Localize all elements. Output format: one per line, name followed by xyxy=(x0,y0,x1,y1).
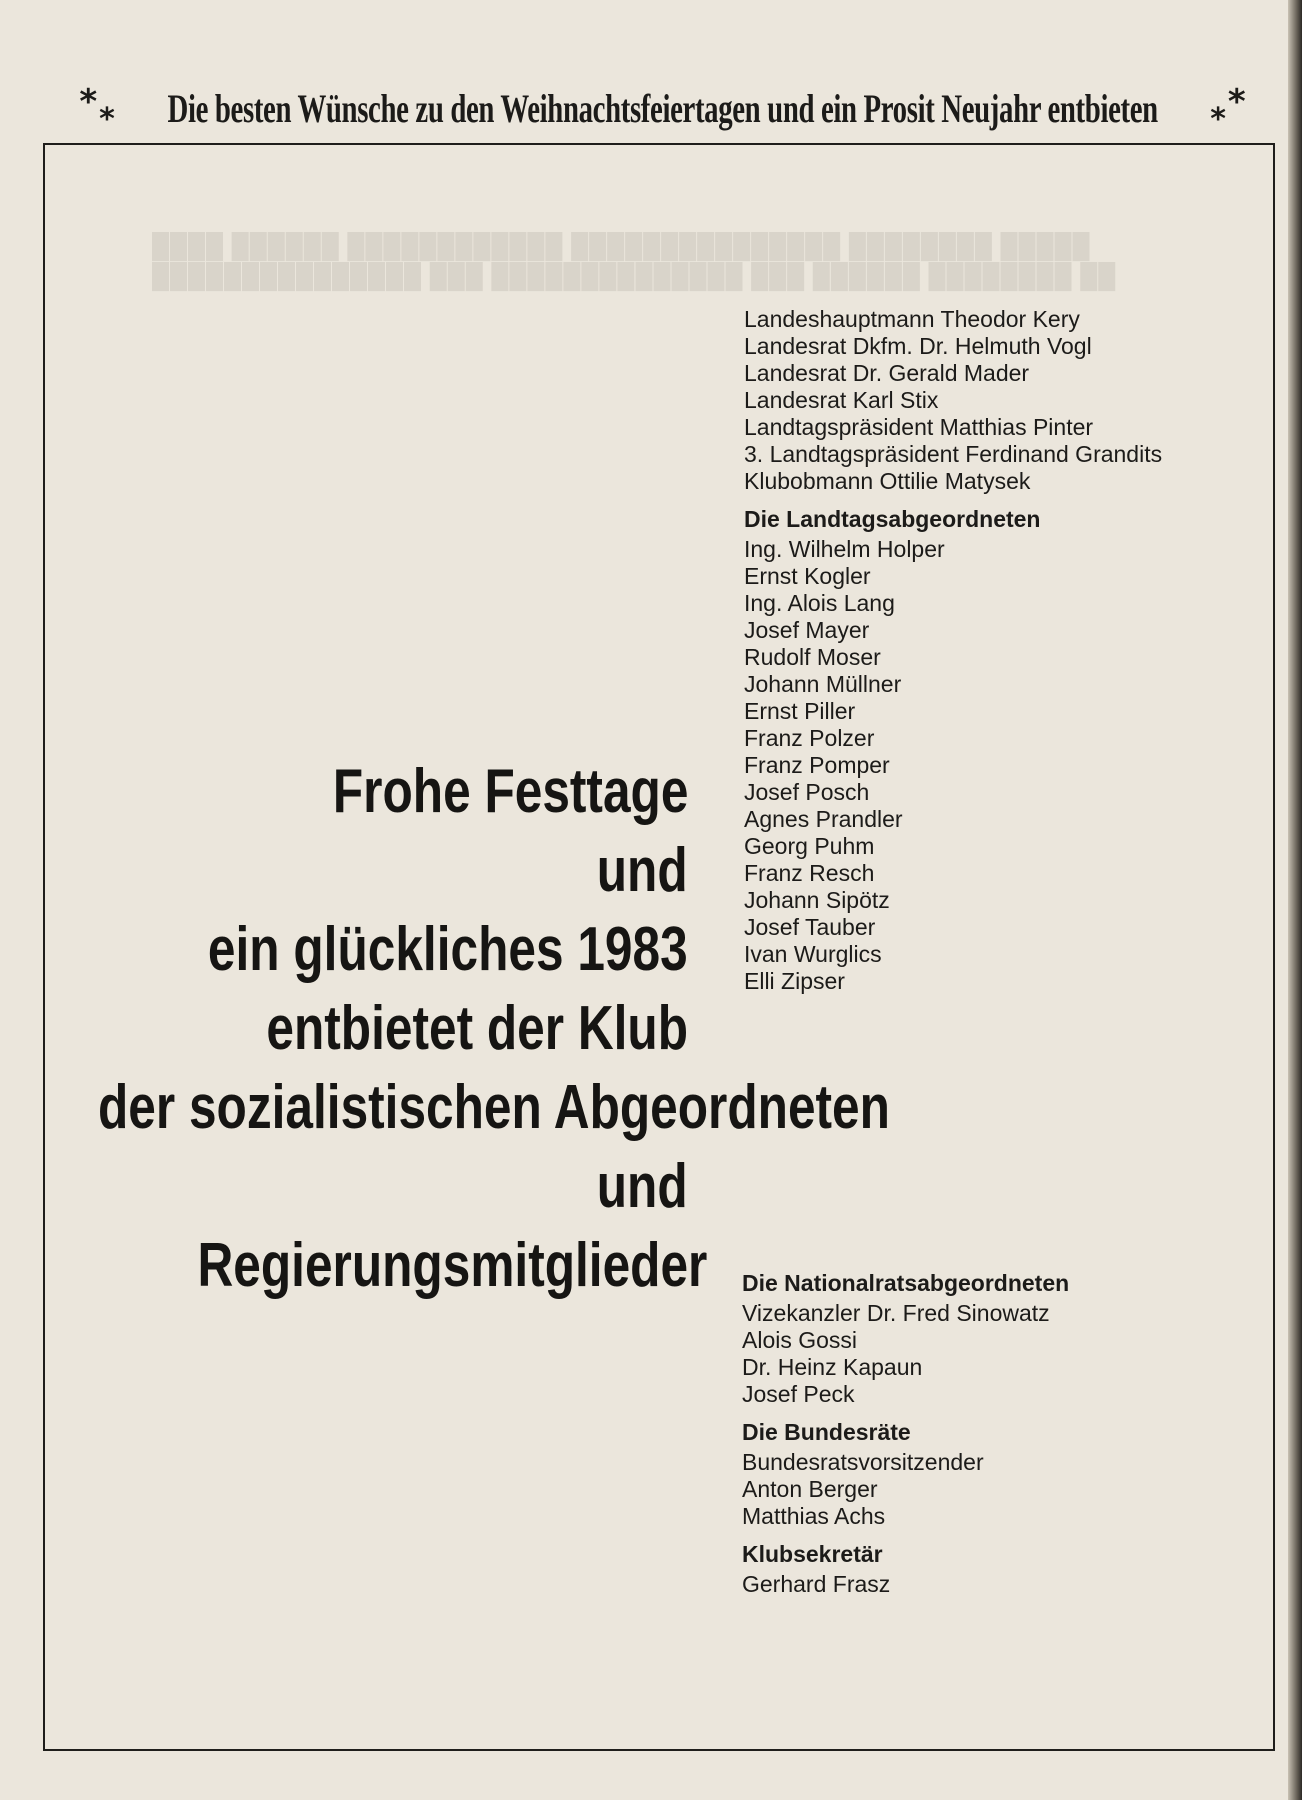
greeting-line: und xyxy=(597,1152,688,1221)
landtag-member: Johann Müllner xyxy=(744,671,902,697)
greeting-line: der sozialistischen Abgeordneten xyxy=(98,1073,890,1142)
greeting-line: Frohe Festtage xyxy=(332,757,688,826)
landtag-member: Ivan Wurglics xyxy=(744,941,882,967)
official-name: Landtagspräsident Matthias Pinter xyxy=(744,414,1094,440)
greeting-line: ein glückliches 1983 xyxy=(208,915,688,984)
greeting-block xyxy=(70,752,1088,1305)
landtag-member: Josef Mayer xyxy=(744,617,870,643)
bundesrat-heading: Die Bundesräte xyxy=(742,1419,911,1445)
landtag-member: Franz Polzer xyxy=(744,725,875,751)
bundesrat-member: Bundesratsvorsitzender xyxy=(742,1449,984,1475)
landtag-member: Franz Pomper xyxy=(744,752,890,778)
klubsekretaer-heading: Klubsekretär xyxy=(742,1541,883,1567)
greeting-line: und xyxy=(597,836,688,905)
landtag-member: Ernst Kogler xyxy=(744,563,871,589)
official-name: Klubobmann Ottilie Matysek xyxy=(744,468,1031,494)
landtag-member: Elli Zipser xyxy=(744,968,845,994)
landtag-member: Rudolf Moser xyxy=(744,644,881,670)
official-name: Landeshauptmann Theodor Kery xyxy=(744,306,1080,332)
landtag-heading: Die Landtagsabgeordneten xyxy=(744,506,1041,532)
bundesrat-member: Matthias Achs xyxy=(742,1503,886,1529)
star-decoration: * xyxy=(1227,82,1246,122)
nationalrat-member: Dr. Heinz Kapaun xyxy=(742,1354,923,1380)
landtag-member: Georg Puhm xyxy=(744,833,875,859)
landtag-member: Franz Resch xyxy=(744,860,875,886)
official-name: Landesrat Dkfm. Dr. Helmuth Vogl xyxy=(744,333,1092,359)
star-decoration: * xyxy=(99,102,115,137)
official-name: Landesrat Karl Stix xyxy=(744,387,939,413)
landtag-member: Ing. Wilhelm Holper xyxy=(744,536,945,562)
header xyxy=(40,78,1285,138)
star-decoration: * xyxy=(79,82,98,122)
paper-edge xyxy=(1288,0,1302,1800)
nationalrat-member: Josef Peck xyxy=(742,1381,855,1407)
landtag-member: Ernst Piller xyxy=(744,698,856,724)
landtag-member: Ing. Alois Lang xyxy=(744,590,895,616)
nationalrat-heading: Die Nationalratsabgeordneten xyxy=(742,1270,1070,1296)
nationalrat-member: Alois Gossi xyxy=(742,1327,858,1353)
bundesrat-member: Anton Berger xyxy=(742,1476,878,1502)
lower-list xyxy=(742,1270,1069,1598)
nationalrat-member: Vizekanzler Dr. Fred Sinowatz xyxy=(742,1300,1050,1326)
star-decoration: * xyxy=(1210,102,1226,137)
landtag-member: Agnes Prandler xyxy=(744,806,903,832)
landtag-member: Josef Tauber xyxy=(744,914,876,940)
header-title: Die besten Wünsche zu den Weihnachtsfeiertagen und ein Prosit Neujahr entbieten xyxy=(167,85,1158,131)
klubsekretaer-member: Gerhard Frasz xyxy=(742,1571,891,1597)
official-name: Landesrat Dr. Gerald Mader xyxy=(744,360,1030,386)
landtag-member: Josef Posch xyxy=(744,779,870,805)
show-through-texture: ████ ██████ ████████████ ███████████████ ████████ █████ ███████████████ ███ ██████████████ ███ ██████ ████████ ██ xyxy=(152,233,1117,290)
official-name: 3. Landtagspräsident Ferdinand Grandits xyxy=(744,441,1163,467)
landtag-member: Johann Sipötz xyxy=(744,887,890,913)
greeting-line: entbietet der Klub xyxy=(266,994,688,1063)
greeting-line: Regierungsmitglieder xyxy=(197,1231,708,1300)
